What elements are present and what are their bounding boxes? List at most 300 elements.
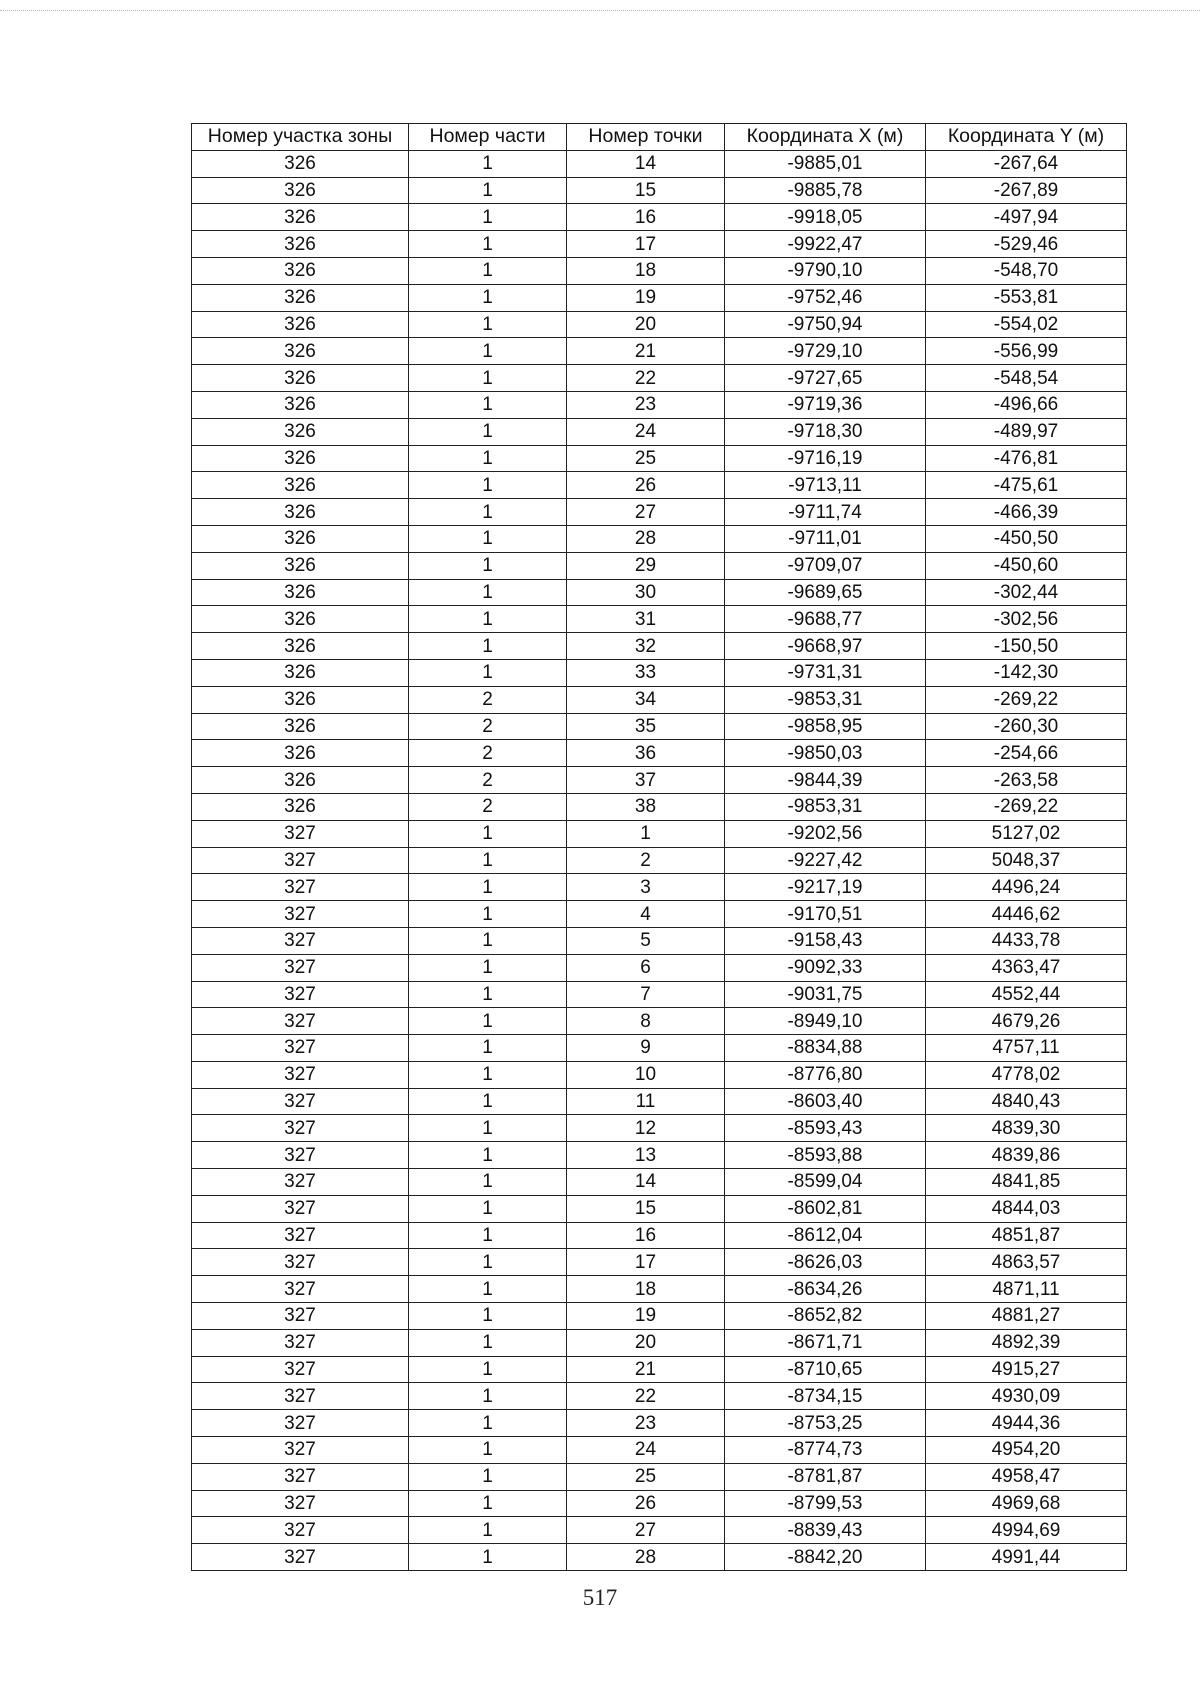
cell-point-number: 29	[567, 552, 725, 579]
cell-point-number: 18	[567, 1276, 725, 1303]
cell-coordinate-x: -8612,04	[725, 1222, 926, 1249]
cell-zone-plot-number: 327	[192, 1195, 409, 1222]
cell-coordinate-y: -267,89	[926, 177, 1127, 204]
cell-zone-plot-number: 327	[192, 820, 409, 847]
table-header	[192, 124, 1127, 151]
cell-part-number: 1	[409, 1115, 567, 1142]
table-row	[192, 633, 1127, 660]
cell-zone-plot-number: 326	[192, 552, 409, 579]
cell-zone-plot-number: 326	[192, 579, 409, 606]
cell-coordinate-x: -9713,11	[725, 472, 926, 499]
cell-zone-plot-number: 326	[192, 204, 409, 231]
cell-part-number: 1	[409, 525, 567, 552]
cell-part-number: 1	[409, 231, 567, 258]
cell-coordinate-y: -529,46	[926, 231, 1127, 258]
cell-coordinate-x: -9711,01	[725, 525, 926, 552]
cell-zone-plot-number: 327	[192, 1061, 409, 1088]
cell-zone-plot-number: 326	[192, 633, 409, 660]
cell-part-number: 1	[409, 1035, 567, 1062]
cell-coordinate-y: -269,22	[926, 793, 1127, 820]
cell-coordinate-x: -9689,65	[725, 579, 926, 606]
cell-point-number: 37	[567, 767, 725, 794]
cell-coordinate-y: -254,66	[926, 740, 1127, 767]
cell-coordinate-x: -9853,31	[725, 793, 926, 820]
cell-coordinate-x: -9217,19	[725, 874, 926, 901]
cell-zone-plot-number: 327	[192, 1437, 409, 1464]
cell-part-number: 1	[409, 204, 567, 231]
table-row	[192, 1276, 1127, 1303]
table-row	[192, 1490, 1127, 1517]
cell-coordinate-x: -8599,04	[725, 1169, 926, 1196]
cell-part-number: 1	[409, 901, 567, 928]
cell-coordinate-y: 4433,78	[926, 927, 1127, 954]
cell-point-number: 24	[567, 418, 725, 445]
cell-point-number: 16	[567, 1222, 725, 1249]
cell-zone-plot-number: 326	[192, 740, 409, 767]
cell-point-number: 22	[567, 365, 725, 392]
cell-zone-plot-number: 326	[192, 311, 409, 338]
cell-zone-plot-number: 326	[192, 445, 409, 472]
cell-coordinate-x: -9885,01	[725, 150, 926, 177]
cell-zone-plot-number: 326	[192, 150, 409, 177]
cell-coordinate-x: -9688,77	[725, 606, 926, 633]
cell-zone-plot-number: 327	[192, 1356, 409, 1383]
cell-zone-plot-number: 327	[192, 1490, 409, 1517]
cell-coordinate-y: -269,22	[926, 686, 1127, 713]
cell-part-number: 1	[409, 1142, 567, 1169]
cell-part-number: 1	[409, 257, 567, 284]
table-row	[192, 847, 1127, 874]
cell-coordinate-y: -497,94	[926, 204, 1127, 231]
table-row	[192, 1142, 1127, 1169]
cell-coordinate-y: -496,66	[926, 391, 1127, 418]
cell-zone-plot-number: 327	[192, 901, 409, 928]
cell-coordinate-x: -9158,43	[725, 927, 926, 954]
cell-coordinate-x: -9668,97	[725, 633, 926, 660]
cell-part-number: 1	[409, 177, 567, 204]
table-row	[192, 284, 1127, 311]
table-row	[192, 927, 1127, 954]
cell-part-number: 1	[409, 1088, 567, 1115]
cell-coordinate-y: -548,70	[926, 257, 1127, 284]
cell-part-number: 1	[409, 1490, 567, 1517]
table-body	[192, 150, 1127, 1570]
cell-part-number: 1	[409, 847, 567, 874]
header-part-number: Номер части	[409, 124, 567, 151]
cell-point-number: 33	[567, 659, 725, 686]
cell-point-number: 14	[567, 1169, 725, 1196]
cell-coordinate-y: 4851,87	[926, 1222, 1127, 1249]
cell-coordinate-y: -142,30	[926, 659, 1127, 686]
cell-coordinate-x: -8949,10	[725, 1008, 926, 1035]
table-row	[192, 901, 1127, 928]
cell-coordinate-x: -8834,88	[725, 1035, 926, 1062]
cell-zone-plot-number: 327	[192, 1410, 409, 1437]
cell-zone-plot-number: 327	[192, 981, 409, 1008]
cell-part-number: 1	[409, 1008, 567, 1035]
cell-coordinate-y: 4881,27	[926, 1303, 1127, 1330]
cell-zone-plot-number: 326	[192, 713, 409, 740]
cell-coordinate-x: -9202,56	[725, 820, 926, 847]
table-row	[192, 740, 1127, 767]
cell-point-number: 2	[567, 847, 725, 874]
cell-coordinate-x: -8799,53	[725, 1490, 926, 1517]
cell-part-number: 1	[409, 874, 567, 901]
table-row	[192, 1035, 1127, 1062]
cell-part-number: 1	[409, 311, 567, 338]
table-row	[192, 713, 1127, 740]
cell-part-number: 2	[409, 740, 567, 767]
cell-coordinate-y: 4552,44	[926, 981, 1127, 1008]
cell-coordinate-y: -302,44	[926, 579, 1127, 606]
table-row	[192, 1517, 1127, 1544]
cell-zone-plot-number: 327	[192, 927, 409, 954]
cell-part-number: 1	[409, 1222, 567, 1249]
cell-point-number: 18	[567, 257, 725, 284]
cell-coordinate-x: -8593,43	[725, 1115, 926, 1142]
cell-zone-plot-number: 326	[192, 686, 409, 713]
cell-coordinate-x: -9858,95	[725, 713, 926, 740]
header-coordinate-x: Координата X (м)	[725, 124, 926, 151]
table-row	[192, 391, 1127, 418]
cell-coordinate-x: -9716,19	[725, 445, 926, 472]
cell-point-number: 9	[567, 1035, 725, 1062]
cell-zone-plot-number: 327	[192, 847, 409, 874]
cell-zone-plot-number: 326	[192, 365, 409, 392]
cell-coordinate-x: -8753,25	[725, 1410, 926, 1437]
cell-coordinate-x: -9711,74	[725, 499, 926, 526]
cell-coordinate-y: 4757,11	[926, 1035, 1127, 1062]
cell-coordinate-y: 4778,02	[926, 1061, 1127, 1088]
cell-coordinate-y: -263,58	[926, 767, 1127, 794]
table-row	[192, 1008, 1127, 1035]
table-row	[192, 1303, 1127, 1330]
cell-point-number: 6	[567, 954, 725, 981]
cell-point-number: 17	[567, 231, 725, 258]
cell-point-number: 32	[567, 633, 725, 660]
cell-coordinate-y: 4944,36	[926, 1410, 1127, 1437]
table-row	[192, 1195, 1127, 1222]
cell-part-number: 1	[409, 981, 567, 1008]
table-row	[192, 472, 1127, 499]
cell-coordinate-y: 4871,11	[926, 1276, 1127, 1303]
cell-part-number: 2	[409, 793, 567, 820]
cell-point-number: 28	[567, 525, 725, 552]
table-row	[192, 981, 1127, 1008]
cell-point-number: 24	[567, 1437, 725, 1464]
header-zone-plot-number: Номер участка зоны	[192, 124, 409, 151]
cell-part-number: 1	[409, 1169, 567, 1196]
cell-part-number: 1	[409, 820, 567, 847]
cell-coordinate-y: 4892,39	[926, 1329, 1127, 1356]
cell-coordinate-y: -556,99	[926, 338, 1127, 365]
cell-coordinate-x: -8626,03	[725, 1249, 926, 1276]
cell-coordinate-y: -489,97	[926, 418, 1127, 445]
cell-coordinate-y: 4496,24	[926, 874, 1127, 901]
table-row	[192, 311, 1127, 338]
table-row	[192, 1249, 1127, 1276]
cell-coordinate-x: -9092,33	[725, 954, 926, 981]
cell-coordinate-y: -150,50	[926, 633, 1127, 660]
cell-part-number: 1	[409, 633, 567, 660]
cell-point-number: 25	[567, 445, 725, 472]
cell-coordinate-y: -450,60	[926, 552, 1127, 579]
cell-zone-plot-number: 326	[192, 257, 409, 284]
table-row	[192, 338, 1127, 365]
cell-zone-plot-number: 327	[192, 1115, 409, 1142]
cell-coordinate-x: -9885,78	[725, 177, 926, 204]
cell-point-number: 34	[567, 686, 725, 713]
cell-part-number: 2	[409, 767, 567, 794]
coordinates-table	[191, 123, 1127, 1571]
table-row	[192, 820, 1127, 847]
cell-part-number: 1	[409, 1383, 567, 1410]
cell-zone-plot-number: 327	[192, 1383, 409, 1410]
cell-part-number: 1	[409, 659, 567, 686]
cell-coordinate-x: -9922,47	[725, 231, 926, 258]
cell-coordinate-x: -8842,20	[725, 1544, 926, 1571]
cell-point-number: 20	[567, 1329, 725, 1356]
cell-coordinate-y: 5127,02	[926, 820, 1127, 847]
cell-point-number: 15	[567, 177, 725, 204]
cell-point-number: 26	[567, 1490, 725, 1517]
cell-coordinate-y: 4844,03	[926, 1195, 1127, 1222]
cell-coordinate-x: -9752,46	[725, 284, 926, 311]
page-number: 517	[582, 1585, 618, 1610]
cell-coordinate-x: -9850,03	[725, 740, 926, 767]
header-point-number: Номер точки	[567, 124, 725, 151]
cell-part-number: 1	[409, 1410, 567, 1437]
cell-point-number: 14	[567, 150, 725, 177]
cell-part-number: 1	[409, 338, 567, 365]
cell-part-number: 1	[409, 552, 567, 579]
cell-coordinate-x: -9709,07	[725, 552, 926, 579]
cell-part-number: 1	[409, 1329, 567, 1356]
table-row	[192, 874, 1127, 901]
cell-point-number: 21	[567, 338, 725, 365]
cell-coordinate-y: -302,56	[926, 606, 1127, 633]
cell-point-number: 7	[567, 981, 725, 1008]
cell-zone-plot-number: 327	[192, 954, 409, 981]
cell-coordinate-y: -466,39	[926, 499, 1127, 526]
cell-zone-plot-number: 327	[192, 1035, 409, 1062]
cell-zone-plot-number: 327	[192, 1517, 409, 1544]
table-row	[192, 1222, 1127, 1249]
cell-part-number: 1	[409, 472, 567, 499]
cell-zone-plot-number: 326	[192, 499, 409, 526]
cell-part-number: 1	[409, 1437, 567, 1464]
table-row	[192, 1329, 1127, 1356]
cell-part-number: 1	[409, 927, 567, 954]
cell-coordinate-y: 4958,47	[926, 1463, 1127, 1490]
table-row	[192, 1383, 1127, 1410]
cell-part-number: 1	[409, 284, 567, 311]
cell-point-number: 12	[567, 1115, 725, 1142]
cell-coordinate-y: 4994,69	[926, 1517, 1127, 1544]
cell-part-number: 1	[409, 1356, 567, 1383]
cell-coordinate-x: -9031,75	[725, 981, 926, 1008]
cell-coordinate-y: 4915,27	[926, 1356, 1127, 1383]
cell-coordinate-x: -8774,73	[725, 1437, 926, 1464]
cell-coordinate-x: -9718,30	[725, 418, 926, 445]
table-row	[192, 1061, 1127, 1088]
cell-coordinate-y: -548,54	[926, 365, 1127, 392]
cell-coordinate-x: -8603,40	[725, 1088, 926, 1115]
cell-part-number: 1	[409, 1061, 567, 1088]
cell-point-number: 27	[567, 1517, 725, 1544]
cell-point-number: 21	[567, 1356, 725, 1383]
cell-coordinate-y: 4679,26	[926, 1008, 1127, 1035]
table-row	[192, 204, 1127, 231]
cell-coordinate-y: 4841,85	[926, 1169, 1127, 1196]
table-row	[192, 1410, 1127, 1437]
cell-coordinate-y: 4863,57	[926, 1249, 1127, 1276]
header-coordinate-y: Координата Y (м)	[926, 124, 1127, 151]
cell-point-number: 22	[567, 1383, 725, 1410]
table-row	[192, 1437, 1127, 1464]
cell-point-number: 19	[567, 284, 725, 311]
table-row	[192, 177, 1127, 204]
cell-coordinate-x: -8781,87	[725, 1463, 926, 1490]
cell-point-number: 1	[567, 820, 725, 847]
cell-part-number: 1	[409, 1249, 567, 1276]
table-row	[192, 499, 1127, 526]
cell-zone-plot-number: 327	[192, 1303, 409, 1330]
cell-point-number: 27	[567, 499, 725, 526]
cell-coordinate-x: -9227,42	[725, 847, 926, 874]
cell-coordinate-y: -450,50	[926, 525, 1127, 552]
cell-part-number: 1	[409, 391, 567, 418]
table-row	[192, 686, 1127, 713]
cell-coordinate-y: -260,30	[926, 713, 1127, 740]
cell-point-number: 15	[567, 1195, 725, 1222]
cell-coordinate-x: -8634,26	[725, 1276, 926, 1303]
cell-point-number: 17	[567, 1249, 725, 1276]
cell-point-number: 31	[567, 606, 725, 633]
cell-zone-plot-number: 327	[192, 1008, 409, 1035]
table-row	[192, 793, 1127, 820]
cell-coordinate-x: -9719,36	[725, 391, 926, 418]
cell-point-number: 23	[567, 1410, 725, 1437]
cell-coordinate-x: -9731,31	[725, 659, 926, 686]
table-row	[192, 1169, 1127, 1196]
cell-part-number: 1	[409, 579, 567, 606]
cell-zone-plot-number: 327	[192, 1169, 409, 1196]
cell-coordinate-y: -553,81	[926, 284, 1127, 311]
cell-coordinate-y: 4840,43	[926, 1088, 1127, 1115]
cell-coordinate-y: 4991,44	[926, 1544, 1127, 1571]
cell-coordinate-x: -8671,71	[725, 1329, 926, 1356]
cell-zone-plot-number: 327	[192, 1544, 409, 1571]
table-row	[192, 1115, 1127, 1142]
cell-zone-plot-number: 326	[192, 606, 409, 633]
table-row	[192, 954, 1127, 981]
table-row	[192, 365, 1127, 392]
cell-point-number: 30	[567, 579, 725, 606]
cell-coordinate-x: -8602,81	[725, 1195, 926, 1222]
cell-zone-plot-number: 326	[192, 793, 409, 820]
cell-zone-plot-number: 327	[192, 1276, 409, 1303]
table-row	[192, 525, 1127, 552]
cell-coordinate-x: -9853,31	[725, 686, 926, 713]
cell-point-number: 19	[567, 1303, 725, 1330]
cell-coordinate-y: 4446,62	[926, 901, 1127, 928]
cell-coordinate-x: -8652,82	[725, 1303, 926, 1330]
cell-point-number: 11	[567, 1088, 725, 1115]
cell-coordinate-y: 4930,09	[926, 1383, 1127, 1410]
cell-coordinate-y: 4839,86	[926, 1142, 1127, 1169]
cell-part-number: 1	[409, 418, 567, 445]
cell-coordinate-y: 4969,68	[926, 1490, 1127, 1517]
cell-part-number: 2	[409, 686, 567, 713]
cell-point-number: 23	[567, 391, 725, 418]
cell-point-number: 20	[567, 311, 725, 338]
table-row	[192, 1544, 1127, 1571]
cell-coordinate-x: -9727,65	[725, 365, 926, 392]
cell-zone-plot-number: 327	[192, 874, 409, 901]
cell-zone-plot-number: 327	[192, 1463, 409, 1490]
table-row	[192, 445, 1127, 472]
table-row	[192, 150, 1127, 177]
cell-coordinate-y: -267,64	[926, 150, 1127, 177]
cell-coordinate-x: -9729,10	[725, 338, 926, 365]
table-row	[192, 606, 1127, 633]
cell-point-number: 10	[567, 1061, 725, 1088]
cell-coordinate-y: -475,61	[926, 472, 1127, 499]
cell-point-number: 36	[567, 740, 725, 767]
cell-part-number: 1	[409, 445, 567, 472]
cell-part-number: 1	[409, 1195, 567, 1222]
cell-part-number: 2	[409, 713, 567, 740]
cell-coordinate-x: -8710,65	[725, 1356, 926, 1383]
table-row	[192, 1356, 1127, 1383]
cell-zone-plot-number: 326	[192, 659, 409, 686]
cell-part-number: 1	[409, 1517, 567, 1544]
cell-part-number: 1	[409, 1544, 567, 1571]
cell-part-number: 1	[409, 1276, 567, 1303]
cell-coordinate-x: -8776,80	[725, 1061, 926, 1088]
table-row	[192, 257, 1127, 284]
cell-point-number: 28	[567, 1544, 725, 1571]
scan-edge-rule	[0, 10, 1200, 11]
cell-coordinate-x: -9750,94	[725, 311, 926, 338]
cell-point-number: 25	[567, 1463, 725, 1490]
cell-zone-plot-number: 327	[192, 1329, 409, 1356]
cell-coordinate-x: -9790,10	[725, 257, 926, 284]
cell-zone-plot-number: 327	[192, 1222, 409, 1249]
cell-zone-plot-number: 326	[192, 177, 409, 204]
cell-point-number: 35	[567, 713, 725, 740]
cell-zone-plot-number: 326	[192, 231, 409, 258]
cell-zone-plot-number: 327	[192, 1142, 409, 1169]
cell-part-number: 1	[409, 499, 567, 526]
table-row	[192, 418, 1127, 445]
table-row	[192, 579, 1127, 606]
cell-point-number: 5	[567, 927, 725, 954]
cell-part-number: 1	[409, 1303, 567, 1330]
cell-coordinate-y: -476,81	[926, 445, 1127, 472]
cell-coordinate-y: 4954,20	[926, 1437, 1127, 1464]
cell-point-number: 8	[567, 1008, 725, 1035]
table-row	[192, 231, 1127, 258]
cell-coordinate-x: -8734,15	[725, 1383, 926, 1410]
table-row	[192, 1088, 1127, 1115]
table-row	[192, 659, 1127, 686]
cell-zone-plot-number: 327	[192, 1249, 409, 1276]
cell-point-number: 26	[567, 472, 725, 499]
table-row	[192, 552, 1127, 579]
cell-point-number: 13	[567, 1142, 725, 1169]
